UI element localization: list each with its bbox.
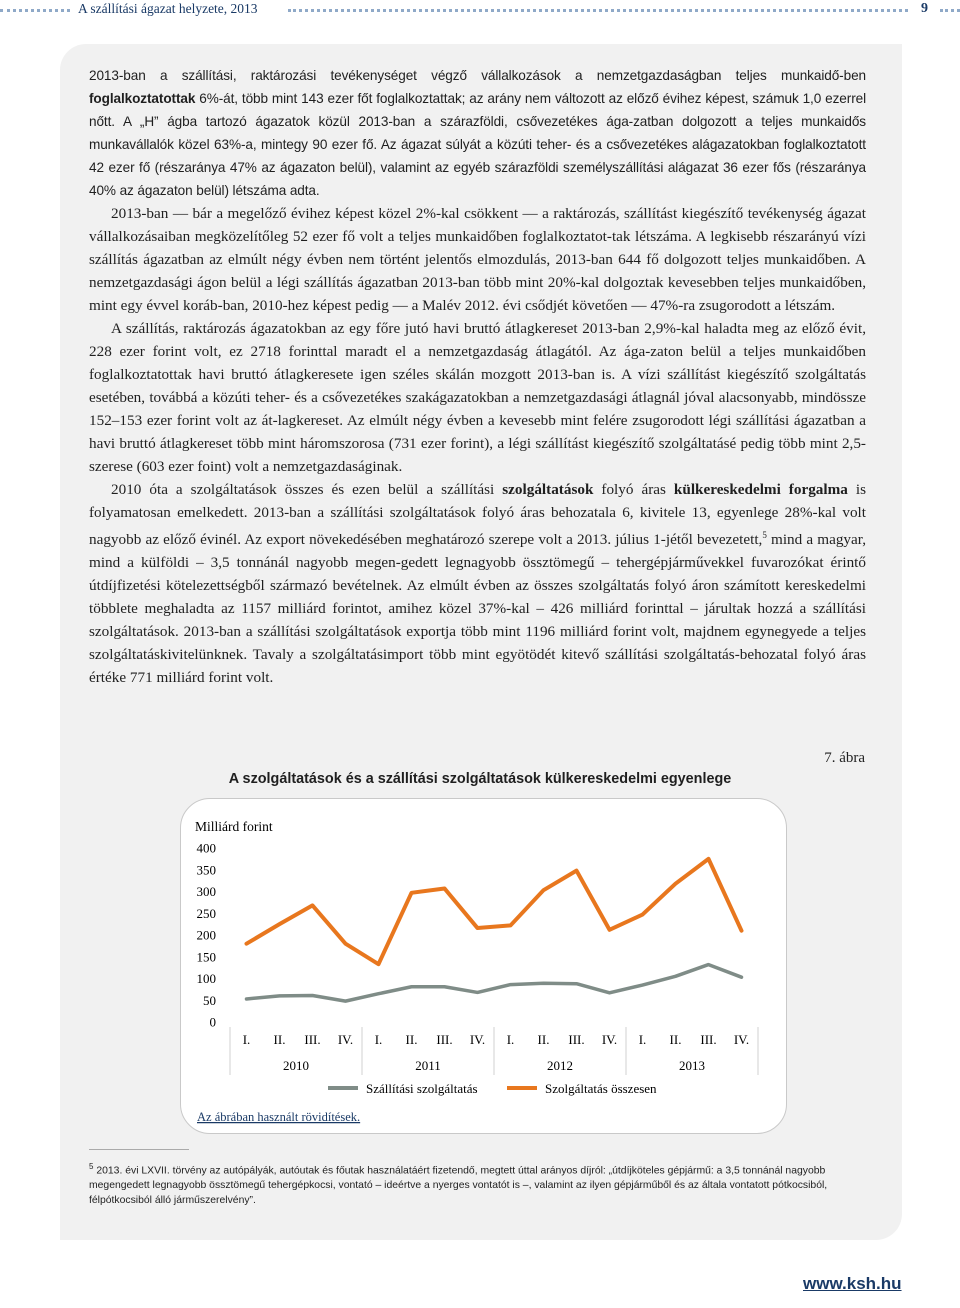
x-tick-label: IV.: [733, 1032, 750, 1047]
y-axis-label: Milliárd forint: [195, 819, 273, 834]
y-tick-label: 100: [196, 971, 216, 986]
x-tick-label: II.: [669, 1032, 682, 1047]
website-link[interactable]: www.ksh.hu: [803, 1274, 902, 1293]
x-tick-label: III.: [304, 1032, 321, 1047]
x-tick-label: IV.: [469, 1032, 486, 1047]
header-title: A szállítási ágazat helyzete, 2013: [78, 1, 258, 16]
year-label: 2012: [547, 1058, 573, 1073]
x-tick-label: II.: [537, 1032, 550, 1047]
page-header: [0, 0, 960, 20]
footnote-ref[interactable]: 5: [762, 530, 767, 540]
header-dots-middle: [288, 9, 908, 12]
y-tick-label: 200: [196, 927, 216, 943]
x-tick-label: I.: [374, 1032, 383, 1047]
y-tick-label: 350: [196, 862, 216, 878]
y-tick-label: 300: [196, 884, 216, 899]
y-tick-label: 150: [196, 949, 216, 965]
page-number: 9: [921, 1, 928, 16]
body-text: [89, 64, 866, 689]
x-tick-label: IV.: [601, 1032, 618, 1047]
year-label: 2011: [415, 1058, 441, 1073]
x-tick-label: II.: [273, 1032, 286, 1047]
chart-title: A szolgáltatások és a szállítási szolgáltatások külkereskedelmi egyenlege: [228, 771, 732, 787]
y-tick-label: 50: [203, 992, 216, 1008]
paragraph-foreign-trade: 2010 óta a szolgáltatások összes és ezen belül a szállítási szolgáltatások folyó áras külkereskedelmi forgalma is folyamatosan emelkedett. 2013-ban a szállítási szolgáltatások folyó áras behozatala 6, kivitele 13, egyenlege 28%-kal volt nagyobb az előző évinél. Az export növekedésében meghatározó szerepe volt a 2013. július 1-jétől bevezetett,$^5$ mind a magyar, mind a külföldi – 3,5 tonnánál nagyobb megen-gedett legnagyobb össztömegű – tehergépjárművekkel fuvarozókat érintő útdíjfizetési kötelezettségből származó bevételnek. Az elmúlt évben az összes szolgáltatás folyó áron számított kereskedelmi többlete meghaladta az 1157 milliárd forintot, amihez közel 37%-kal – 426 milliárd forinttal – járultak hozzá a szállítási szolgáltatások. 2013-ban a szállítási szolgáltatások exportja több mint 1196 milliárd forint volt, majdnem egynegyede a teljes szolgáltatáskivitelünknek. Tavaly a szolgáltatásimport több mint egyötödét kitevő szállítási szolgáltatás-behozatal folyó áras értéke 771 milliárd forint volt.: [89, 481, 866, 687]
y-tick-label: 400: [196, 840, 216, 856]
footnote-number: 5: [89, 1162, 94, 1171]
y-tick-label: 250: [196, 905, 216, 921]
y-tick-label: 0: [209, 1014, 216, 1030]
year-label: 2010: [283, 1058, 309, 1073]
x-tick-label: III.: [436, 1032, 453, 1047]
x-tick-label: III.: [568, 1032, 585, 1047]
svg-text:Az ábrában használt rövidítése: Az ábrában használt rövidítések.: [197, 1110, 361, 1124]
x-tick-label: I.: [638, 1032, 647, 1047]
paragraph-warehousing: 2013-ban — bár a megelőző évihez képest közel 2%-kal csökkent — a raktározás, szállítást kiegészítő tevékenység ágazat vállalkozásaiban megközelítőleg 52 ezer fő volt a teljes munkaidőben foglalkoztatot-tak létszáma. A legkisebb részarányú vízi szállítás ágazatban az elmúlt négy évben nem történt jelentős elmozdulás, 2013-ban 644 fő dolgozott teljes munkaidőben. A nemzetgazdasági ágon belül a légi szállítás ágazatban 2013-ban több mint 20%-kal dolgoztak kevesebben teljes munkaidőben, mint egy évvel koráb-ban, 2010-hez képest pedig — a Malév 2012. évi csődjét követően — 47%-ra zsugorodott a létszám.: [89, 205, 866, 314]
footnote: [89, 1159, 866, 1208]
legend-label: Szolgáltatás összesen: [545, 1081, 657, 1096]
paragraph-employment: 2013-ban a szállítási, raktározási tevékenységet végző vállalkozások a nemzetgazdaságban teljes munkaidő-ben foglalkoztatottak 6%-át, több mint 143 ezer főt foglalkoztattak; az arány nem változott az előző évihez képest, számuk 1,0 ezerrel nőtt. A „H” ágba tartozó ágazatok közül 2013-ban a szárazföldi, csővezetékes ága-zatban dolgozott a teljes munkaidős munkavállalók közel 63%-a, mintegy 90 ezer fő. Az ágazat súlyát a közúti teher- és a csővezetékes alágazatokban foglalkoztatott 42 ezer fő (részaránya 47% az ágazaton belül), valamint az egyéb szárazföldi személyszállítási alágazat 36 ezer fős (részaránya 40% az ágazaton belül) létszáma adta.: [89, 68, 866, 198]
paragraph-earnings: A szállítás, raktározás ágazatokban az egy főre jutó havi bruttó átlagkereset 2013-ban 2,9%-kal haladta meg az előző évit, 228 ezer forint volt, ez 2718 forinttal maradt el a nemzetgazdaság átlagától. Az ága-zaton belül a teljes munkaidőben foglalkoztatottak havi bruttó átlagkeresete igen széles skálán mozgott 2013-ban is. A vízi szállítást kiegészítő szolgáltatás esetében, továbbá a közúti teher- és a csővezetékes szakágazatokban a nemzetgazdasági átlagnál jóval alacsonyabb, mindössze 152–153 ezer forint volt az át-lagkereset. Az elmúlt négy évben a kevesebb mint felére zsugorodott légi szállítási ágazatban a havi bruttó átlagkereset több mint háromszorosa (731 ezer forint), a légi szállítást kiegészítő szolgáltatásé pedig több mint 2,5-szerese (603 ezer foint) volt a nemzetgazdaságinak.: [89, 320, 866, 475]
x-tick-label: IV.: [337, 1032, 354, 1047]
year-label: 2013: [679, 1058, 705, 1073]
footnote-text: 2013. évi LXVII. törvény az autópályák, autóutak és főutak használatáért fizetendő, megtett úttal arányos díjról: „útdíjköteles gépjármű: a 3,5 tonnánál nagyobb megengedett legnagyobb össztömegű tehergépkocsi, vontató – ideértve a nyerges vontatót is –, valamint az ilyen gépjárműből és az általa vontatott pótkocsiból, félpótkocsiból álló járműszerelvény”.: [89, 1165, 828, 1207]
legend-label: Szállítási szolgáltatás: [366, 1081, 478, 1096]
x-tick-label: II.: [405, 1032, 418, 1047]
footnote-rule: [89, 1149, 189, 1150]
header-dots-right: [940, 9, 960, 12]
chart-frame: [180, 798, 787, 1134]
x-tick-label: I.: [242, 1032, 251, 1047]
figure-number: 7. ábra: [824, 750, 865, 766]
x-tick-label: I.: [506, 1032, 515, 1047]
x-tick-label: III.: [700, 1032, 717, 1047]
header-dots-left: [0, 9, 70, 12]
